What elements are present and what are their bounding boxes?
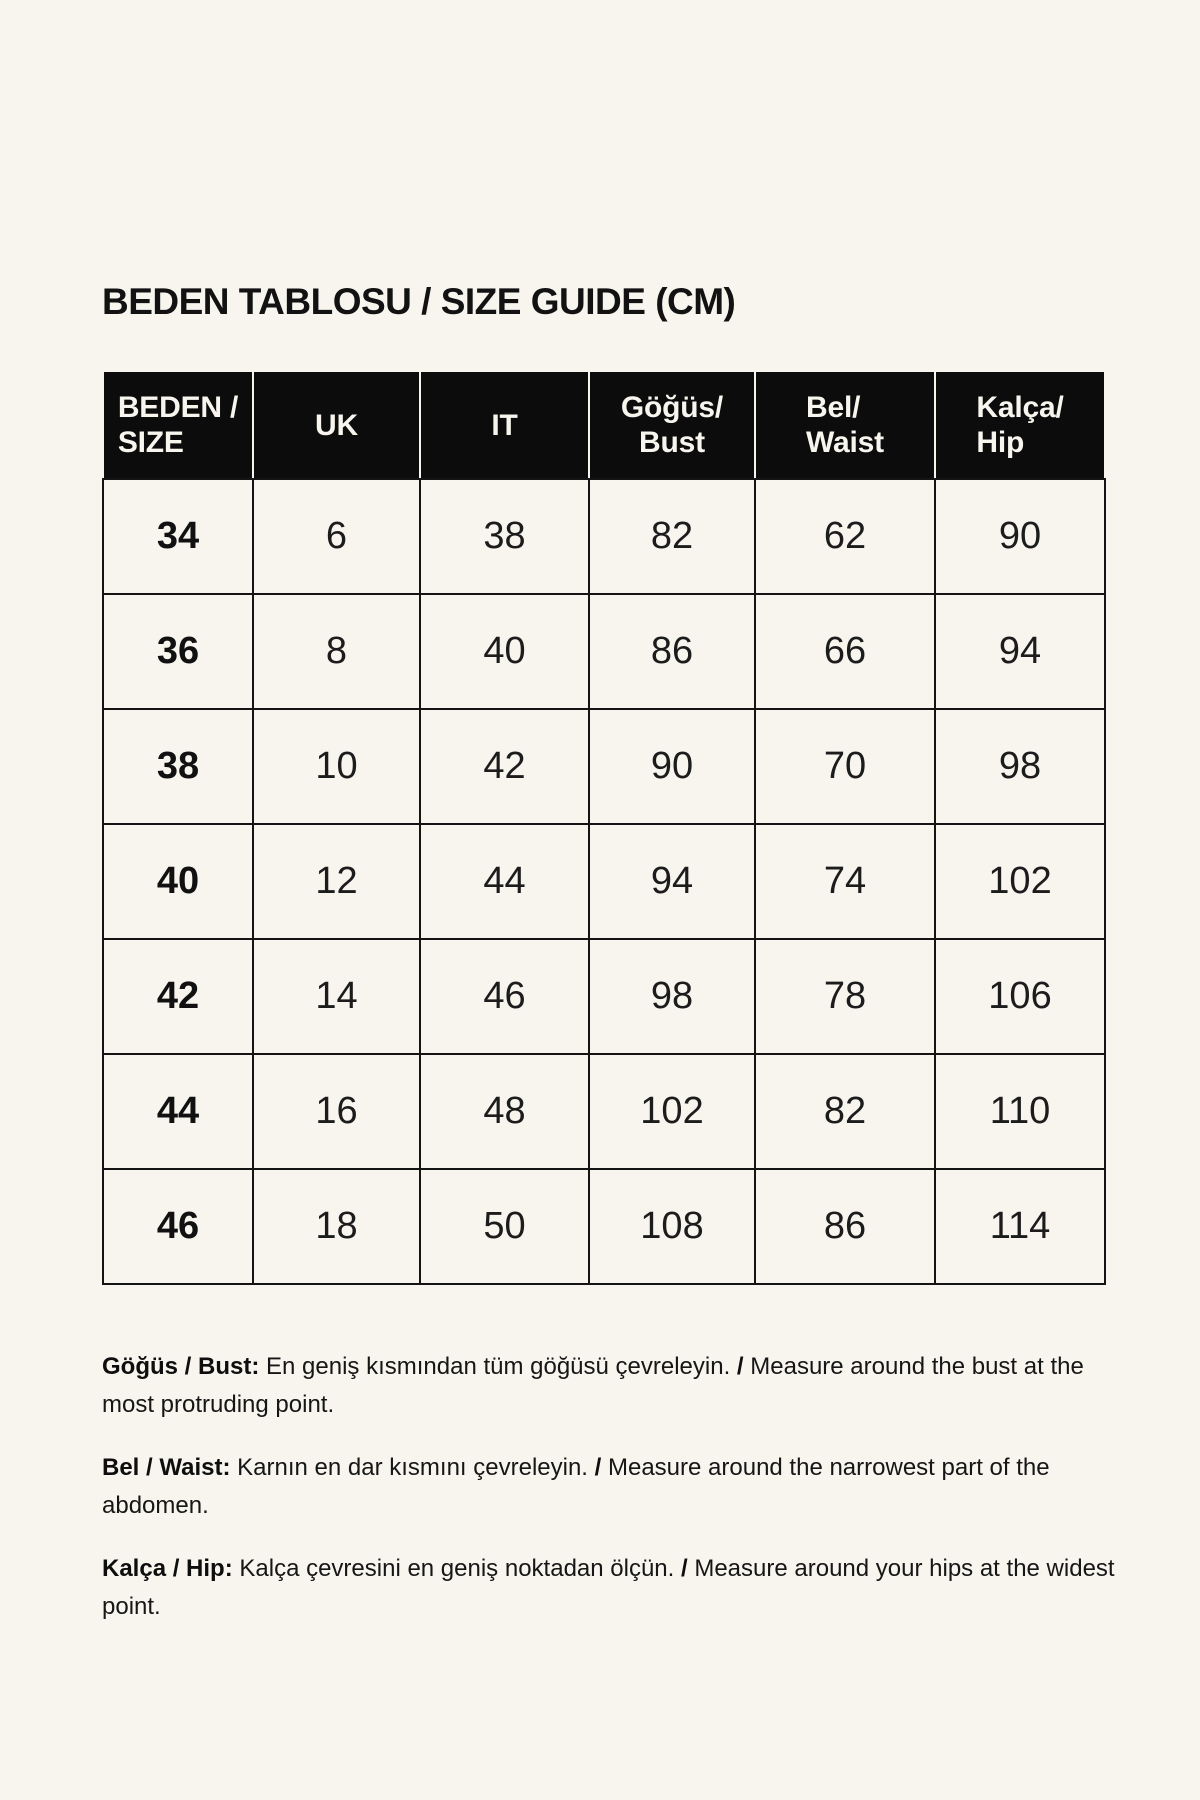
note-text-tr: Karnın en dar kısmını çevreleyin. bbox=[237, 1454, 588, 1481]
note-label: Bel / Waist: bbox=[102, 1454, 231, 1481]
note-label: Kalça / Hip: bbox=[102, 1555, 233, 1582]
header-label: IT bbox=[491, 408, 518, 442]
hip-cell: 98 bbox=[935, 709, 1105, 824]
bust-cell: 90 bbox=[589, 709, 755, 824]
header-label: Göğüs/ bbox=[620, 391, 724, 424]
note-label: Göğüs / Bust: bbox=[102, 1353, 260, 1380]
header-label: BEDEN / bbox=[117, 391, 239, 424]
waist-cell: 86 bbox=[755, 1169, 935, 1284]
uk-cell: 10 bbox=[253, 709, 420, 824]
waist-cell: 78 bbox=[755, 939, 935, 1054]
header-label: Bel/ bbox=[806, 391, 861, 424]
note-text-tr: Kalça çevresini en geniş noktadan ölçün. bbox=[239, 1555, 675, 1582]
note-separator: / bbox=[594, 1454, 602, 1481]
table-row bbox=[103, 709, 1105, 824]
waist-cell: 66 bbox=[755, 594, 935, 709]
hip-cell: 114 bbox=[935, 1169, 1105, 1284]
table-row bbox=[103, 1169, 1105, 1284]
it-cell: 38 bbox=[420, 479, 589, 594]
size-cell: 40 bbox=[103, 824, 253, 939]
waist-cell: 70 bbox=[755, 709, 935, 824]
note-separator: / bbox=[681, 1555, 688, 1582]
it-cell: 48 bbox=[420, 1054, 589, 1169]
bust-cell: 102 bbox=[589, 1054, 755, 1169]
bust-cell: 86 bbox=[589, 594, 755, 709]
size-cell: 34 bbox=[103, 479, 253, 594]
note-waist bbox=[102, 1449, 1122, 1525]
uk-cell: 14 bbox=[253, 939, 420, 1054]
it-cell: 42 bbox=[420, 709, 589, 824]
note-text-en: Measure around your hips at the widest point. bbox=[102, 1555, 1115, 1620]
hip-cell: 110 bbox=[935, 1054, 1105, 1169]
header-label: Kalça/ bbox=[976, 391, 1064, 424]
note-text-tr: En geniş kısmından tüm göğüsü çevreleyin. bbox=[266, 1353, 731, 1380]
bust-cell: 98 bbox=[589, 939, 755, 1054]
size-cell: 42 bbox=[103, 939, 253, 1054]
size-cell: 46 bbox=[103, 1169, 253, 1284]
hip-cell: 102 bbox=[935, 824, 1105, 939]
header-label: Hip bbox=[976, 426, 1025, 459]
table-row bbox=[103, 939, 1105, 1054]
header-label: Bust bbox=[639, 426, 705, 459]
uk-cell: 12 bbox=[253, 824, 420, 939]
hip-cell: 90 bbox=[935, 479, 1105, 594]
table-row bbox=[103, 1054, 1105, 1169]
size-guide-table bbox=[102, 370, 1106, 1285]
it-cell: 46 bbox=[420, 939, 589, 1054]
header-label: UK bbox=[315, 408, 358, 442]
column-header-waist bbox=[755, 371, 935, 479]
bust-cell: 94 bbox=[589, 824, 755, 939]
bust-cell: 82 bbox=[589, 479, 755, 594]
waist-cell: 62 bbox=[755, 479, 935, 594]
uk-cell: 8 bbox=[253, 594, 420, 709]
column-header-uk bbox=[253, 371, 420, 479]
page-title: BEDEN TABLOSU / SIZE GUIDE (CM) bbox=[102, 281, 736, 322]
table-row bbox=[103, 824, 1105, 939]
waist-cell: 74 bbox=[755, 824, 935, 939]
uk-cell: 18 bbox=[253, 1169, 420, 1284]
header-label: Waist bbox=[806, 426, 884, 459]
column-header-bust bbox=[589, 371, 755, 479]
table-row bbox=[103, 479, 1105, 594]
table-header-row bbox=[103, 371, 1105, 479]
uk-cell: 16 bbox=[253, 1054, 420, 1169]
measurement-notes bbox=[102, 1348, 1122, 1651]
size-cell: 44 bbox=[103, 1054, 253, 1169]
it-cell: 50 bbox=[420, 1169, 589, 1284]
hip-cell: 106 bbox=[935, 939, 1105, 1054]
size-cell: 38 bbox=[103, 709, 253, 824]
hip-cell: 94 bbox=[935, 594, 1105, 709]
waist-cell: 82 bbox=[755, 1054, 935, 1169]
note-text-en: Measure around the narrowest part of the abdomen. bbox=[102, 1454, 1050, 1519]
uk-cell: 6 bbox=[253, 479, 420, 594]
size-cell: 36 bbox=[103, 594, 253, 709]
note-text-en: Measure around the bust at the most protruding point. bbox=[102, 1353, 1084, 1418]
table-row bbox=[103, 594, 1105, 709]
column-header-it bbox=[420, 371, 589, 479]
bust-cell: 108 bbox=[589, 1169, 755, 1284]
header-label: SIZE bbox=[117, 426, 184, 459]
note-bust bbox=[102, 1348, 1122, 1424]
column-header-beden-size bbox=[103, 371, 253, 479]
note-hip bbox=[102, 1550, 1122, 1626]
it-cell: 40 bbox=[420, 594, 589, 709]
note-separator: / bbox=[736, 1353, 744, 1380]
it-cell: 44 bbox=[420, 824, 589, 939]
column-header-hip bbox=[935, 371, 1105, 479]
